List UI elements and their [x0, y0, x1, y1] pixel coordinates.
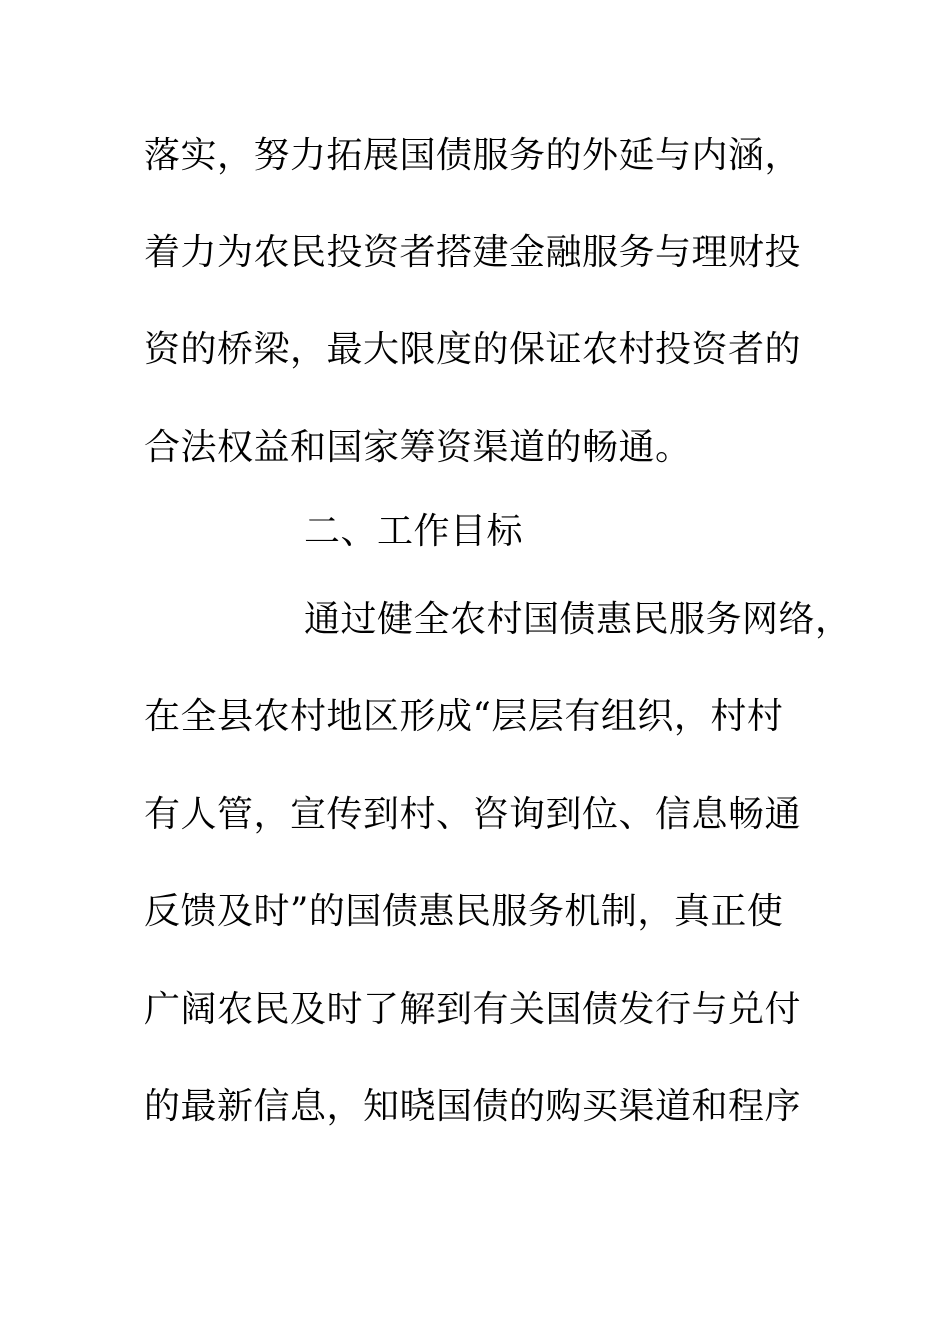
- paragraph-line: 有人管，宣传到村、咨询到位、信息畅通: [144, 794, 802, 835]
- paragraph-line: 落实，努力拓展国债服务的外延与内涵，: [144, 135, 802, 176]
- paragraph-line: 合法权益和国家筹资渠道的畅通。: [144, 427, 692, 468]
- paragraph-line: 的最新信息，知晓国债的购买渠道和程序: [144, 1086, 802, 1127]
- paragraph-line: 资的桥梁，最大限度的保证农村投资者的: [144, 329, 802, 370]
- paragraph-line: 反馈及时”的国债惠民服务机制，真正使: [144, 891, 784, 932]
- paragraph-line: 在全县农村地区形成“层层有组织，村村: [144, 696, 784, 737]
- paragraph-line: 着力为农民投资者搭建金融服务与理财投: [144, 232, 802, 273]
- section-heading: 二、工作目标: [304, 511, 524, 552]
- paragraph-line: 通过健全农村国债惠民服务网络，: [304, 599, 852, 640]
- paragraph-line: 广阔农民及时了解到有关国债发行与兑付: [144, 989, 802, 1030]
